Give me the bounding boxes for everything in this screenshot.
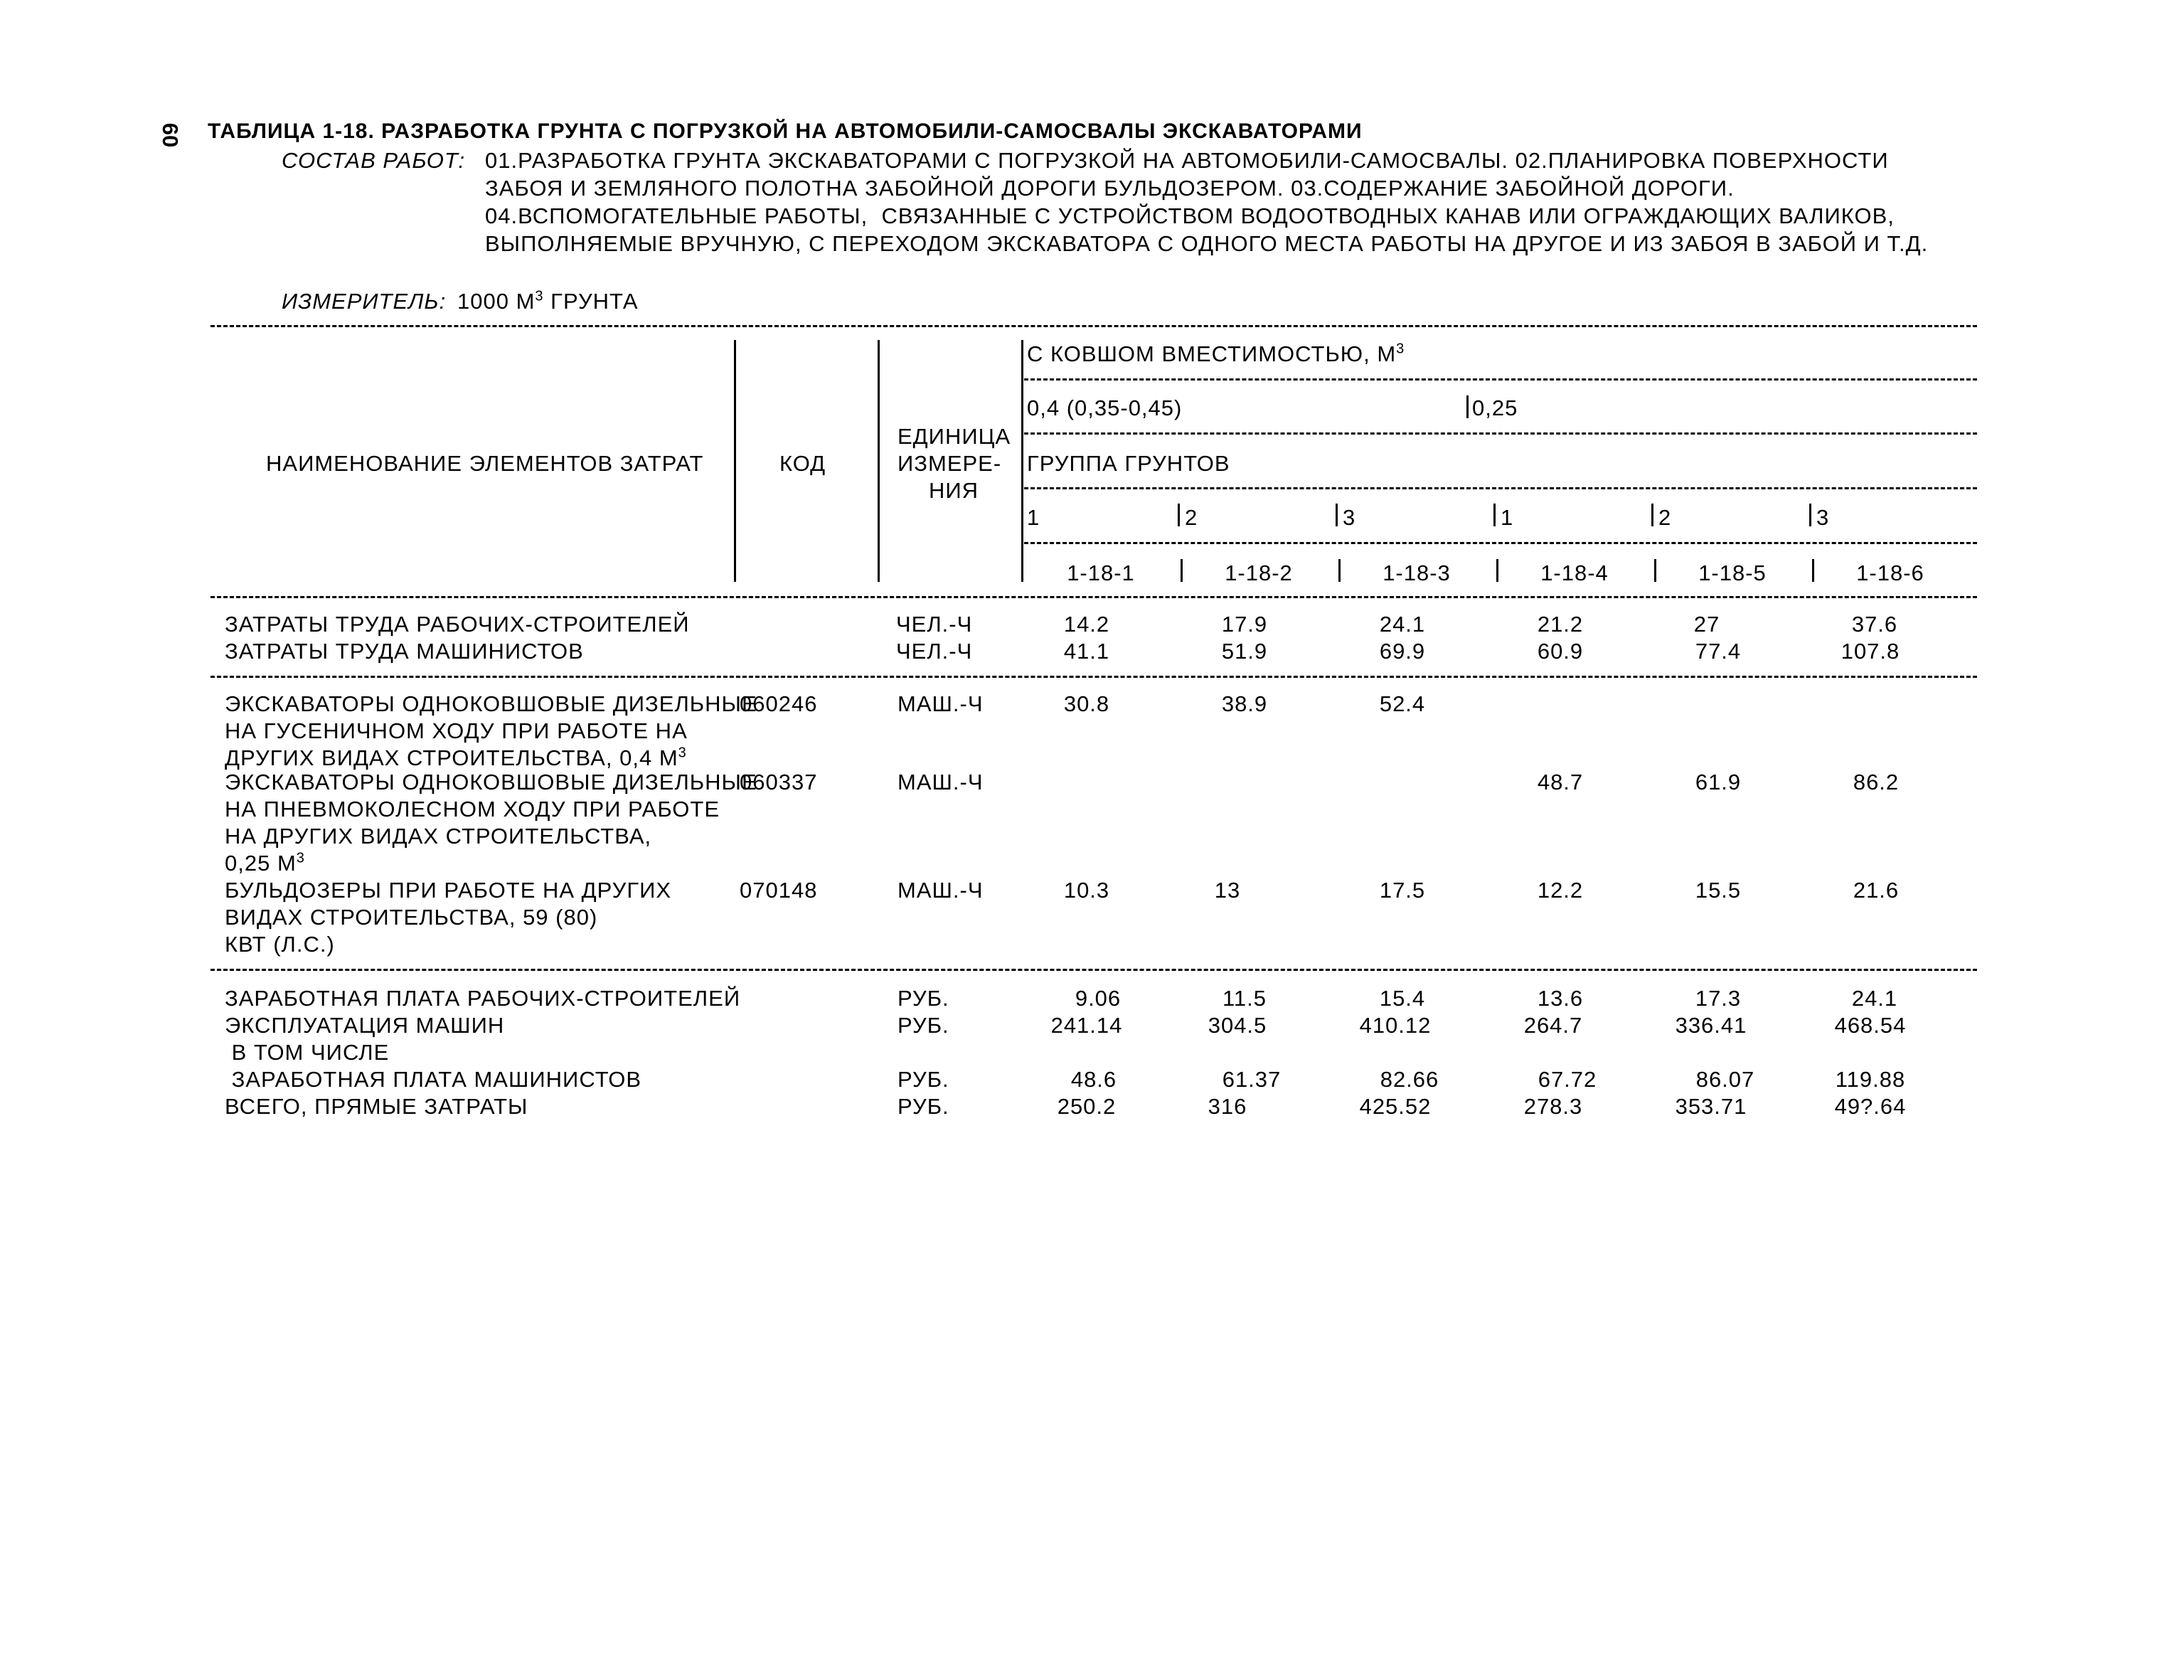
code-5: 1-18-5 [1698,560,1767,585]
s3-row1-v6: 24.1 [1851,986,1898,1011]
s3-row2-v2: 304.5 [1208,1013,1267,1038]
code-sep-6 [1812,559,1814,582]
s2-row3-line1: БУЛЬДОЗЕРЫ ПРИ РАБОТЕ НА ДРУГИХ [225,878,672,903]
s1-row1-v5: 27 [1693,612,1720,637]
s3-row5-name: ВСЕГО, ПРЯМЫЕ ЗАТРАТЫ [225,1094,528,1119]
s3-row4-v4: 67.72 [1538,1067,1597,1092]
s3-row5-v4: 278.3 [1523,1094,1583,1119]
s3-row4-v2: 61.37 [1222,1067,1282,1092]
s2-row2-line4: 0,25 $М^3$ [225,850,305,876]
page-number: 60 [158,122,183,148]
s2-row3-unit: МАШ.-Ч [897,878,984,903]
s2-row1-line3: ДРУГИХ ВИДАХ СТРОИТЕЛЬСТВА, 0,4 $М^3$ [225,745,687,770]
s1-row2-v4: 60.9 [1537,639,1584,664]
col-sep-values [1021,340,1023,582]
s1-row1-v3: 24.1 [1379,612,1426,637]
s2-row3-v6: 21.6 [1853,878,1900,903]
composition-line-1: 01.РАЗРАБОТКА ГРУНТА ЭКСКАВАТОРАМИ С ПОГРУЗКОЙ НА АВТОМОБИЛИ-САМОСВАЛЫ. 02.ПЛАНИРОВКА ПОВЕРХНОСТИ [485,148,1889,173]
s1-row1-v4: 21.2 [1537,612,1584,637]
s2-row3-line3: КВТ (Л.С.) [225,932,335,957]
s3-row4-unit: РУБ. [897,1067,949,1092]
s3-row4-v3: 82.66 [1380,1067,1439,1092]
composition-label: СОСТАВ РАБОТ: [282,148,466,173]
s2-row3-code: 070148 [740,878,818,903]
s1-row1-v2: 17.9 [1221,612,1268,637]
s3-row2-v3: 410.12 [1359,1013,1432,1038]
s2-row1-v2: 38.9 [1221,691,1268,716]
col-sep-unit [878,340,880,582]
s2-row2-v5: 61.9 [1695,770,1742,794]
code-sep-4 [1496,559,1498,582]
header-code-col: КОД [779,451,826,476]
s2-row2-v4: 48.7 [1537,770,1584,794]
s2-row3-v3: 17.5 [1379,878,1426,903]
header-bottom-rule [211,596,1977,598]
table-title: ТАБЛИЦА 1-18. РАЗРАБОТКА ГРУНТА С ПОГРУЗКОЙ НА АВТОМОБИЛИ-САМОСВАЛЫ ЭКСКАВАТОРАМИ [208,119,1363,143]
group-sep-2 [1178,504,1180,526]
group-sep-3 [1336,504,1338,526]
group-3: 3 [1343,505,1356,530]
s1-row1-unit: ЧЕЛ.-Ч [896,612,973,637]
s2-row2-line2: НА ПНЕВМОКОЛЕСНОМ ХОДУ ПРИ РАБОТЕ [225,797,720,822]
group-sep-5 [1651,504,1653,526]
col-sep-code [734,340,736,582]
s2-row2-v6: 86.2 [1853,770,1900,794]
group-5: 2 [1658,505,1672,530]
s1-row1-name: ЗАТРАТЫ ТРУДА РАБОЧИХ-СТРОИТЕЛЕЙ [225,612,690,637]
header-top-rule [211,325,1977,327]
s1-row2-v5: 77.4 [1695,639,1742,664]
s3-row1-v2: 11.5 [1222,986,1267,1011]
s3-row5-v3: 425.52 [1359,1094,1432,1119]
s3-row5-unit: РУБ. [897,1094,949,1119]
header-rule-4 [1024,542,1977,544]
s3-row3-name: В ТОМ ЧИСЛЕ [225,1040,390,1065]
composition-line-4: ВЫПОЛНЯЕМЫЕ ВРУЧНУЮ, С ПЕРЕХОДОМ ЭКСКАВАТОРА С ОДНОГО МЕСТА РАБОТЫ НА ДРУГОЕ И ИЗ ЗАБОЯ В ЗАБОЙ И Т.Д. [485,231,1929,256]
s3-row1-v5: 17.3 [1695,986,1742,1011]
bucket-sep [1466,395,1469,418]
composition-line-2: ЗАБОЯ И ЗЕМЛЯНОГО ПОЛОТНА ЗАБОЙНОЙ ДОРОГИ БУЛЬДОЗЕРОМ. 03.СОДЕРЖАНИЕ ЗАБОЙНОЙ ДОРОГИ. [485,176,1735,201]
header-bucket-a: 0,4 (0,35-0,45) [1027,395,1183,420]
s2-row3-v5: 15.5 [1695,878,1742,903]
composition-line-3: 04.ВСПОМОГАТЕЛЬНЫЕ РАБОТЫ, СВЯЗАННЫЕ С УСТРОЙСТВОМ ВОДООТВОДНЫХ КАНАВ ИЛИ ОГРАЖДАЮЩИХ ВАЛИКОВ, [485,203,1895,228]
s1-row2-v1: 41.1 [1063,639,1110,664]
code-6: 1-18-6 [1856,560,1924,585]
header-bucket-b: 0,25 [1472,395,1518,420]
code-sep-2 [1181,559,1183,582]
s2-row1-line1: ЭКСКАВАТОРЫ ОДНОКОВШОВЫЕ ДИЗЕЛЬНЫЕ [225,691,757,716]
header-rule-1 [1024,378,1977,381]
s2-row3-v1: 10.3 [1063,878,1110,903]
s3-row5-v2: 316 [1208,1094,1247,1119]
s3-row1-v1: 9.06 [1075,986,1122,1011]
s3-row1-name: ЗАРАБОТНАЯ ПЛАТА РАБОЧИХ-СТРОИТЕЛЕЙ [225,986,741,1011]
s1-row1-v6: 37.6 [1851,612,1898,637]
s3-row5-v6: 49?.64 [1834,1094,1907,1119]
header-unit-3: НИЯ [929,478,979,503]
s2-row1-unit: МАШ.-Ч [897,691,984,716]
group-sep-4 [1493,504,1496,526]
code-sep-5 [1654,559,1656,582]
s3-row1-v4: 13.6 [1537,986,1584,1011]
s2-row1-v3: 52.4 [1379,691,1426,716]
s3-row2-v5: 336.41 [1675,1013,1747,1038]
s1-row2-v3: 69.9 [1379,639,1426,664]
code-1: 1-18-1 [1067,560,1135,585]
s3-row2-v1: 241.14 [1050,1013,1123,1038]
s1-row2-v6: 107.8 [1841,639,1900,664]
header-unit-2: ИЗМЕРЕ- [897,451,1002,476]
s2-row2-unit: МАШ.-Ч [897,770,984,794]
s3-row2-v6: 468.54 [1834,1013,1907,1038]
s2-row3-v4: 12.2 [1537,878,1584,903]
s2-row1-v1: 30.8 [1063,691,1110,716]
code-4: 1-18-4 [1540,560,1609,585]
header-rule-2 [1024,432,1977,435]
section1-rule [211,676,1977,678]
s1-row2-unit: ЧЕЛ.-Ч [896,639,973,664]
code-2: 1-18-2 [1225,560,1293,585]
measure-label: ИЗМЕРИТЕЛЬ: [282,289,447,314]
header-name-col: НАИМЕНОВАНИЕ ЭЛЕМЕНТОВ ЗАТРАТ [266,451,704,476]
s3-row4-v6: 119.88 [1835,1067,1906,1092]
header-unit-1: ЕДИНИЦА [897,424,1011,449]
s3-row5-v1: 250.2 [1057,1094,1117,1119]
s3-row4-name: ЗАРАБОТНАЯ ПЛАТА МАШИНИСТОВ [225,1067,642,1092]
s2-row1-line2: НА ГУСЕНИЧНОМ ХОДУ ПРИ РАБОТЕ НА [225,718,688,743]
s3-row1-unit: РУБ. [897,986,949,1011]
header-bucket-label: С КОВШОМ ВМЕСТИМОСТЬЮ, $М^3$ [1027,341,1405,366]
header-rule-3 [1024,487,1977,489]
s3-row2-v4: 264.7 [1523,1013,1583,1038]
s3-row1-v3: 15.4 [1379,986,1426,1011]
group-6: 3 [1816,505,1830,530]
s2-row2-line1: ЭКСКАВАТОРЫ ОДНОКОВШОВЫЕ ДИЗЕЛЬНЫЕ [225,770,757,794]
s2-row1-code: 060246 [740,691,818,716]
group-2: 2 [1185,505,1198,530]
s2-row2-code: 060337 [740,770,818,794]
s3-row2-name: ЭКСПЛУАТАЦИЯ МАШИН [225,1013,505,1038]
group-sep-6 [1809,504,1811,526]
s2-row3-line2: ВИДАХ СТРОИТЕЛЬСТВА, 59 (80) [225,905,598,930]
group-4: 1 [1501,505,1514,530]
s2-row3-v2: 13 [1214,878,1241,903]
s3-row4-v5: 86.07 [1695,1067,1755,1092]
s1-row2-v2: 51.9 [1221,639,1268,664]
section2-rule [211,969,1977,971]
s1-row2-name: ЗАТРАТЫ ТРУДА МАШИНИСТОВ [225,639,584,664]
header-soil-group: ГРУППА ГРУНТОВ [1027,451,1230,476]
s3-row4-v1: 48.6 [1070,1067,1117,1092]
s3-row5-v5: 353.71 [1675,1094,1747,1119]
s2-row2-line3: НА ДРУГИХ ВИДАХ СТРОИТЕЛЬСТВА, [225,824,652,849]
code-3: 1-18-3 [1383,560,1451,585]
measure-value: 1000 $М^3$ ГРУНТА [457,288,639,314]
group-1: 1 [1027,505,1040,530]
code-sep-3 [1338,559,1341,582]
s1-row1-v1: 14.2 [1063,612,1110,637]
s3-row2-unit: РУБ. [897,1013,949,1038]
